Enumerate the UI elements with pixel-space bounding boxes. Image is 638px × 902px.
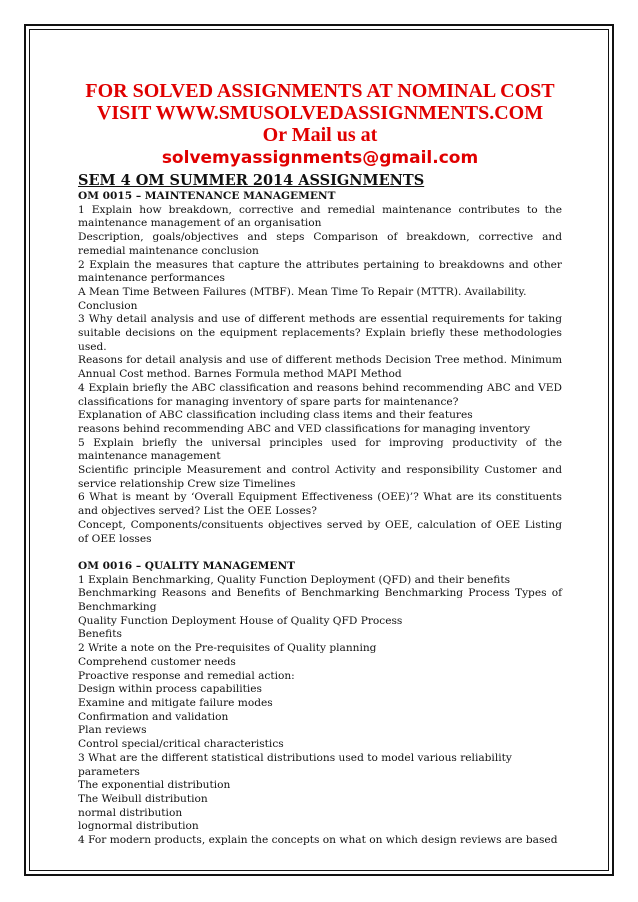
paragraph: Design within process capabilities — [78, 683, 262, 696]
promo-line-2: VISIT WWW.SMUSOLVEDASSIGNMENTS.COM — [96, 102, 544, 124]
paragraph: Explanation of ABC classification including class items and their features — [78, 409, 473, 422]
paragraph: Examine and mitigate failure modes — [78, 697, 273, 709]
paragraph: lognormal distribution — [78, 820, 199, 833]
paragraph: Reasons for detail analysis and use of different methods Decision Tree method. Minimum Annual Cost method. Barnes Formula method MAPI Method — [78, 354, 562, 381]
paragraph: Conclusion — [78, 299, 138, 312]
paragraph: A Mean Time Between Failures (MTBF). Mean Time To Repair (MTTR). Availability. — [78, 285, 527, 298]
section-spacer — [78, 546, 562, 560]
paragraph: Concept, Components/consituents objectives served by OEE, calculation of OEE Listing of OEE losses — [78, 518, 562, 545]
paragraph: 4 For modern products, explain the concepts on what on which design reviews are based — [78, 834, 558, 847]
paragraph: 2 Explain the measures that capture the attributes pertaining to breakdowns and other maintenance performances — [78, 258, 562, 285]
paragraph: Proactive response and remedial action: — [78, 669, 295, 682]
section-heading-om0015: OM 0015 – MAINTENANCE MANAGEMENT — [78, 190, 336, 202]
document-content — [78, 80, 562, 848]
paragraph: 2 Write a note on the Pre-requisites of Quality planning — [78, 642, 377, 655]
paragraph: Description, goals/objectives and steps Comparison of breakdown, corrective and remedial maintenance conclusion — [78, 231, 562, 257]
paragraph: 1 Explain Benchmarking, Quality Function Deployment (QFD) and their benefits — [78, 573, 511, 586]
paragraph: Confirmation and validation — [78, 710, 229, 723]
paragraph: Plan reviews — [78, 724, 147, 737]
paragraph: reasons behind recommending ABC and VED classifications for managing inventory — [78, 422, 531, 435]
paragraph: Scientific principle Measurement and control Activity and responsibility Customer and service relationship Crew size Timelines — [78, 464, 562, 490]
paragraph: 6 What is meant by ‘Overall Equipment Effectiveness (OEE)’? What are its constituents and objectives served? List the OEE Losses? — [78, 491, 562, 518]
paragraph: Benchmarking Reasons and Benefits of Benchmarking Benchmarking Process Types of Benchmarking — [78, 587, 562, 614]
promo-line-3: Or Mail us at — [262, 124, 378, 146]
paragraph: Comprehend customer needs — [78, 655, 236, 668]
paragraph: 1 Explain how breakdown, corrective and remedial maintenance contributes to the maintenance management of an organisation — [78, 203, 562, 230]
promo-line-1: FOR SOLVED ASSIGNMENTS AT NOMINAL COST — [85, 80, 555, 102]
paragraph: 5 Explain briefly the universal principles used for improving productivity of the maintenance management — [78, 436, 562, 463]
promo-email: solvemyassignments@gmail.com — [161, 148, 479, 168]
paragraph: normal distribution — [78, 806, 183, 819]
paragraph: 3 Why detail analysis and use of different methods are essential requirements for taking suitable decisions on the equipment replacements? Explain briefly these methodologies used. — [78, 313, 562, 353]
paragraph: 4 Explain briefly the ABC classification and reasons behind recommending ABC and VED classifications for managing inventory of spare parts for maintenance? — [78, 381, 562, 408]
section-heading-om0016: OM 0016 – QUALITY MANAGEMENT — [78, 559, 296, 572]
paragraph: Quality Function Deployment House of Quality QFD Process — [78, 614, 403, 627]
paragraph: Control special/critical characteristics — [78, 738, 284, 751]
paragraph: The exponential distribution — [78, 779, 231, 792]
paragraph: Benefits — [78, 628, 122, 641]
paragraph: 3 What are the different statistical distributions used to model various reliability parameters — [78, 751, 512, 778]
page-title: SEM 4 OM SUMMER 2014 ASSIGNMENTS — [78, 172, 425, 189]
paragraph: The Weibull distribution — [78, 792, 208, 805]
